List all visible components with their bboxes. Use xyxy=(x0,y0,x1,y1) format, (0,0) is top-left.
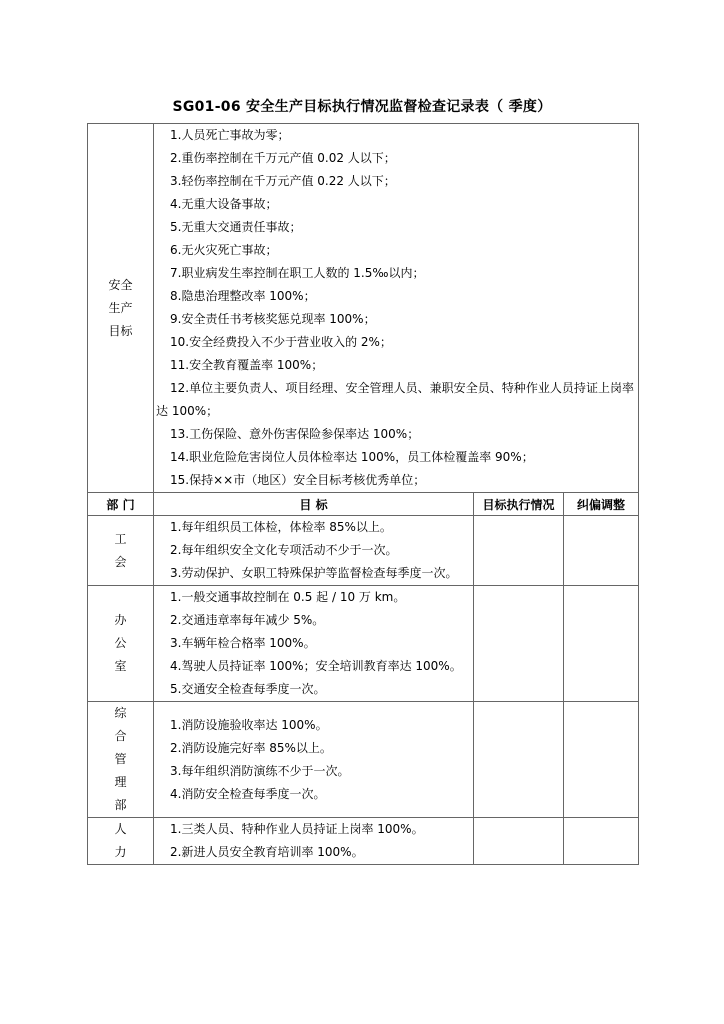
label-char: 目标 xyxy=(108,323,133,338)
dept-char: 办 xyxy=(114,613,127,627)
goal-item: 4.无重大设备事故； xyxy=(170,197,278,211)
dept-row-office xyxy=(88,586,639,702)
dept-goal-item: 1.一般交通事故控制在 0.5 起 / 10 万 km。 xyxy=(170,590,406,604)
goal-item: 9.安全责任书考核奖惩兑现率 100%； xyxy=(170,312,376,326)
goal-item: 5.无重大交通责任事故； xyxy=(170,220,302,234)
dept-char: 工 xyxy=(114,531,127,546)
dept-char: 会 xyxy=(114,554,127,569)
dept-goal-item: 5.交通安全检查每季度一次。 xyxy=(170,682,326,696)
dept-name xyxy=(88,702,154,818)
dept-goals xyxy=(154,702,474,818)
table-header-row xyxy=(88,493,639,516)
correction-cell[interactable] xyxy=(564,818,639,865)
dept-goal-item: 3.车辆年检合格率 100%。 xyxy=(170,636,316,650)
safety-goals-row xyxy=(88,124,639,493)
goal-item: 14.职业危险危害岗位人员体检率达 100%，员工体检覆盖率 90%； xyxy=(170,450,534,464)
goal-item: 10.安全经费投入不少于营业收入的 2%； xyxy=(170,335,392,349)
goal-item: 1.人员死亡事故为零； xyxy=(170,128,290,142)
dept-char: 综 xyxy=(114,706,127,720)
goal-item: 15.保持××市（地区）安全目标考核优秀单位； xyxy=(170,473,426,487)
dept-goal-item: 2.每年组织安全文化专项活动不少于一次。 xyxy=(170,543,398,557)
dept-name xyxy=(88,818,154,865)
dept-goal-item: 2.交通违章率每年减少 5%。 xyxy=(170,613,325,627)
goal-item: 3.轻伤率控制在千万元产值 0.22 人以下； xyxy=(170,174,396,188)
dept-goal-item: 4.驾驶人员持证率 100%；安全培训教育率达 100%。 xyxy=(170,659,462,673)
dept-goals xyxy=(154,818,474,865)
dept-char: 部 xyxy=(114,798,127,812)
dept-name xyxy=(88,586,154,702)
safety-goals-list xyxy=(154,124,639,493)
label-char: 生产 xyxy=(108,300,133,315)
correction-cell[interactable] xyxy=(564,702,639,818)
page-title: SG01-06 安全生产目标执行情况监督检查记录表（ 季度） xyxy=(172,99,552,115)
goal-item: 8.隐患治理整改率 100%； xyxy=(170,289,316,303)
dept-goals xyxy=(154,586,474,702)
header-correction: 纠偏调整 xyxy=(564,493,639,516)
dept-goal-item: 1.每年组织员工体检，体检率 85%以上。 xyxy=(170,520,392,534)
goal-item: 12.单位主要负责人、项目经理、安全管理人员、兼职安全员、特种作业人员持证上岗率达 100%； xyxy=(156,381,635,418)
dept-char: 合 xyxy=(114,729,127,743)
dept-goal-item: 1.三类人员、特种作业人员持证上岗率 100%。 xyxy=(170,822,424,836)
dept-char: 人 xyxy=(114,822,127,836)
dept-row-hr xyxy=(88,818,639,865)
execution-cell[interactable] xyxy=(474,818,564,865)
dept-char: 公 xyxy=(114,636,127,650)
correction-cell[interactable] xyxy=(564,586,639,702)
dept-goal-item: 2.新进人员安全教育培训率 100%。 xyxy=(170,845,364,859)
dept-row-general-management xyxy=(88,702,639,818)
goal-item: 7.职业病发生率控制在职工人数的 1.5‰以内； xyxy=(170,266,425,280)
header-execution: 目标执行情况 xyxy=(474,493,564,516)
header-dept: 部 门 xyxy=(88,493,154,516)
dept-row-union xyxy=(88,516,639,586)
dept-char: 力 xyxy=(114,845,127,859)
goal-item: 2.重伤率控制在千万元产值 0.02 人以下； xyxy=(170,151,396,165)
dept-goal-item: 3.每年组织消防演练不少于一次。 xyxy=(170,763,350,778)
goal-item: 11.安全教育覆盖率 100%； xyxy=(170,358,324,372)
goal-item: 6.无火灾死亡事故； xyxy=(170,243,278,257)
dept-goal-item: 2.消防设施完好率 85%以上。 xyxy=(170,740,332,755)
execution-cell[interactable] xyxy=(474,516,564,586)
dept-name xyxy=(88,516,154,586)
dept-char: 理 xyxy=(114,775,127,789)
dept-char: 室 xyxy=(114,659,127,673)
dept-goal-item: 4.消防安全检查每季度一次。 xyxy=(170,786,326,801)
dept-goal-item: 1.消防设施验收率达 100%。 xyxy=(170,717,328,732)
dept-char: 管 xyxy=(114,752,127,766)
safety-goals-label xyxy=(88,124,154,493)
dept-goals xyxy=(154,516,474,586)
header-goal: 目 标 xyxy=(154,493,474,516)
execution-cell[interactable] xyxy=(474,702,564,818)
inspection-record-table xyxy=(87,123,639,865)
correction-cell[interactable] xyxy=(564,516,639,586)
dept-goal-item: 3.劳动保护、女职工特殊保护等监督检查每季度一次。 xyxy=(170,566,458,580)
goal-item: 13.工伤保险、意外伤害保险参保率达 100%； xyxy=(170,427,420,441)
label-char: 安全 xyxy=(108,277,133,292)
execution-cell[interactable] xyxy=(474,586,564,702)
